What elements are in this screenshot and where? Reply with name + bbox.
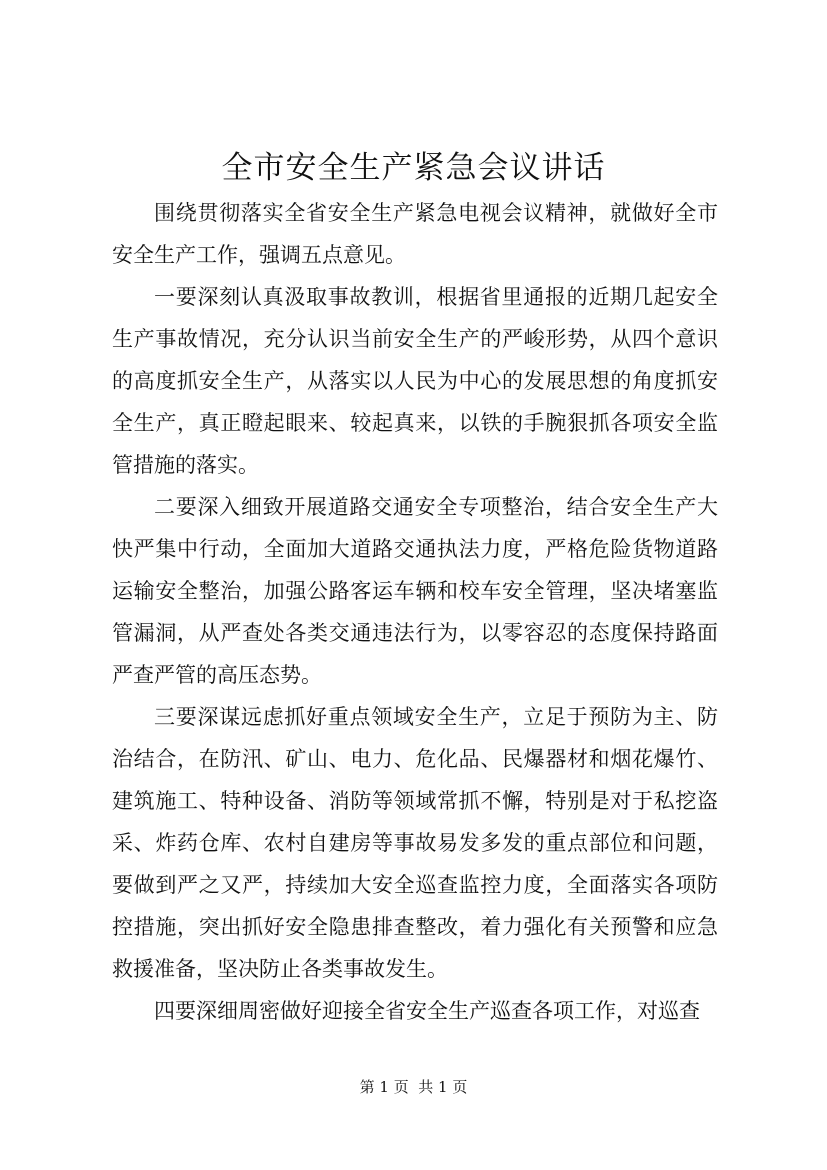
document-title: 全市安全生产紧急会议讲话 [221, 150, 606, 186]
paragraph-point-4: 四要深细周密做好迎接全省安全生产巡查各项工作，对巡查 [154, 999, 700, 1023]
paragraph-point-2: 二要深入细致开展道路交通安全专项整治，结合安全生产大快严集中行动，全面加大道路交通执法力度，严格危险货物道路运输安全整治，加强公路客运车辆和校车安全管理，坚决堵塞监管漏洞，从严查处各类交通违法行为，以零容忍的态度保持路面严查严管的高压态势。 [112, 495, 718, 687]
paragraph-point-3: 三要深谋远虑抓好重点领域安全生产，立足于预防为主、防治结合，在防汛、矿山、电力、危化品、民爆器材和烟花爆竹、建筑施工、特种设备、消防等领域常抓不懈，特别是对于私挖盗采、炸药仓库、农村自建房等事故易发多发的重点部位和问题，要做到严之又严，持续加大安全巡查监控力度，全面落实各项防控措施，突出抓好安全隐患排查整改，着力强化有关预警和应急救援准备，坚决防止各类事故发生。 [112, 705, 718, 981]
document-body [112, 192, 718, 1032]
page-footer [0, 1077, 827, 1097]
page-number-label: 第 1 页 共 1 页 [359, 1078, 468, 1096]
paragraph-intro: 围绕贯彻落实全省安全生产紧急电视会议精神，就做好全市安全生产工作，强调五点意见。 [112, 201, 718, 267]
paragraph-point-1: 一要深刻认真汲取事故教训，根据省里通报的近期几起安全生产事故情况，充分认识当前安全生产的严峻形势，从四个意识的高度抓安全生产，从落实以人民为中心的发展思想的角度抓安全生产，真正瞪起眼来、较起真来，以铁的手腕狠抓各项安全监管措施的落实。 [112, 285, 718, 477]
